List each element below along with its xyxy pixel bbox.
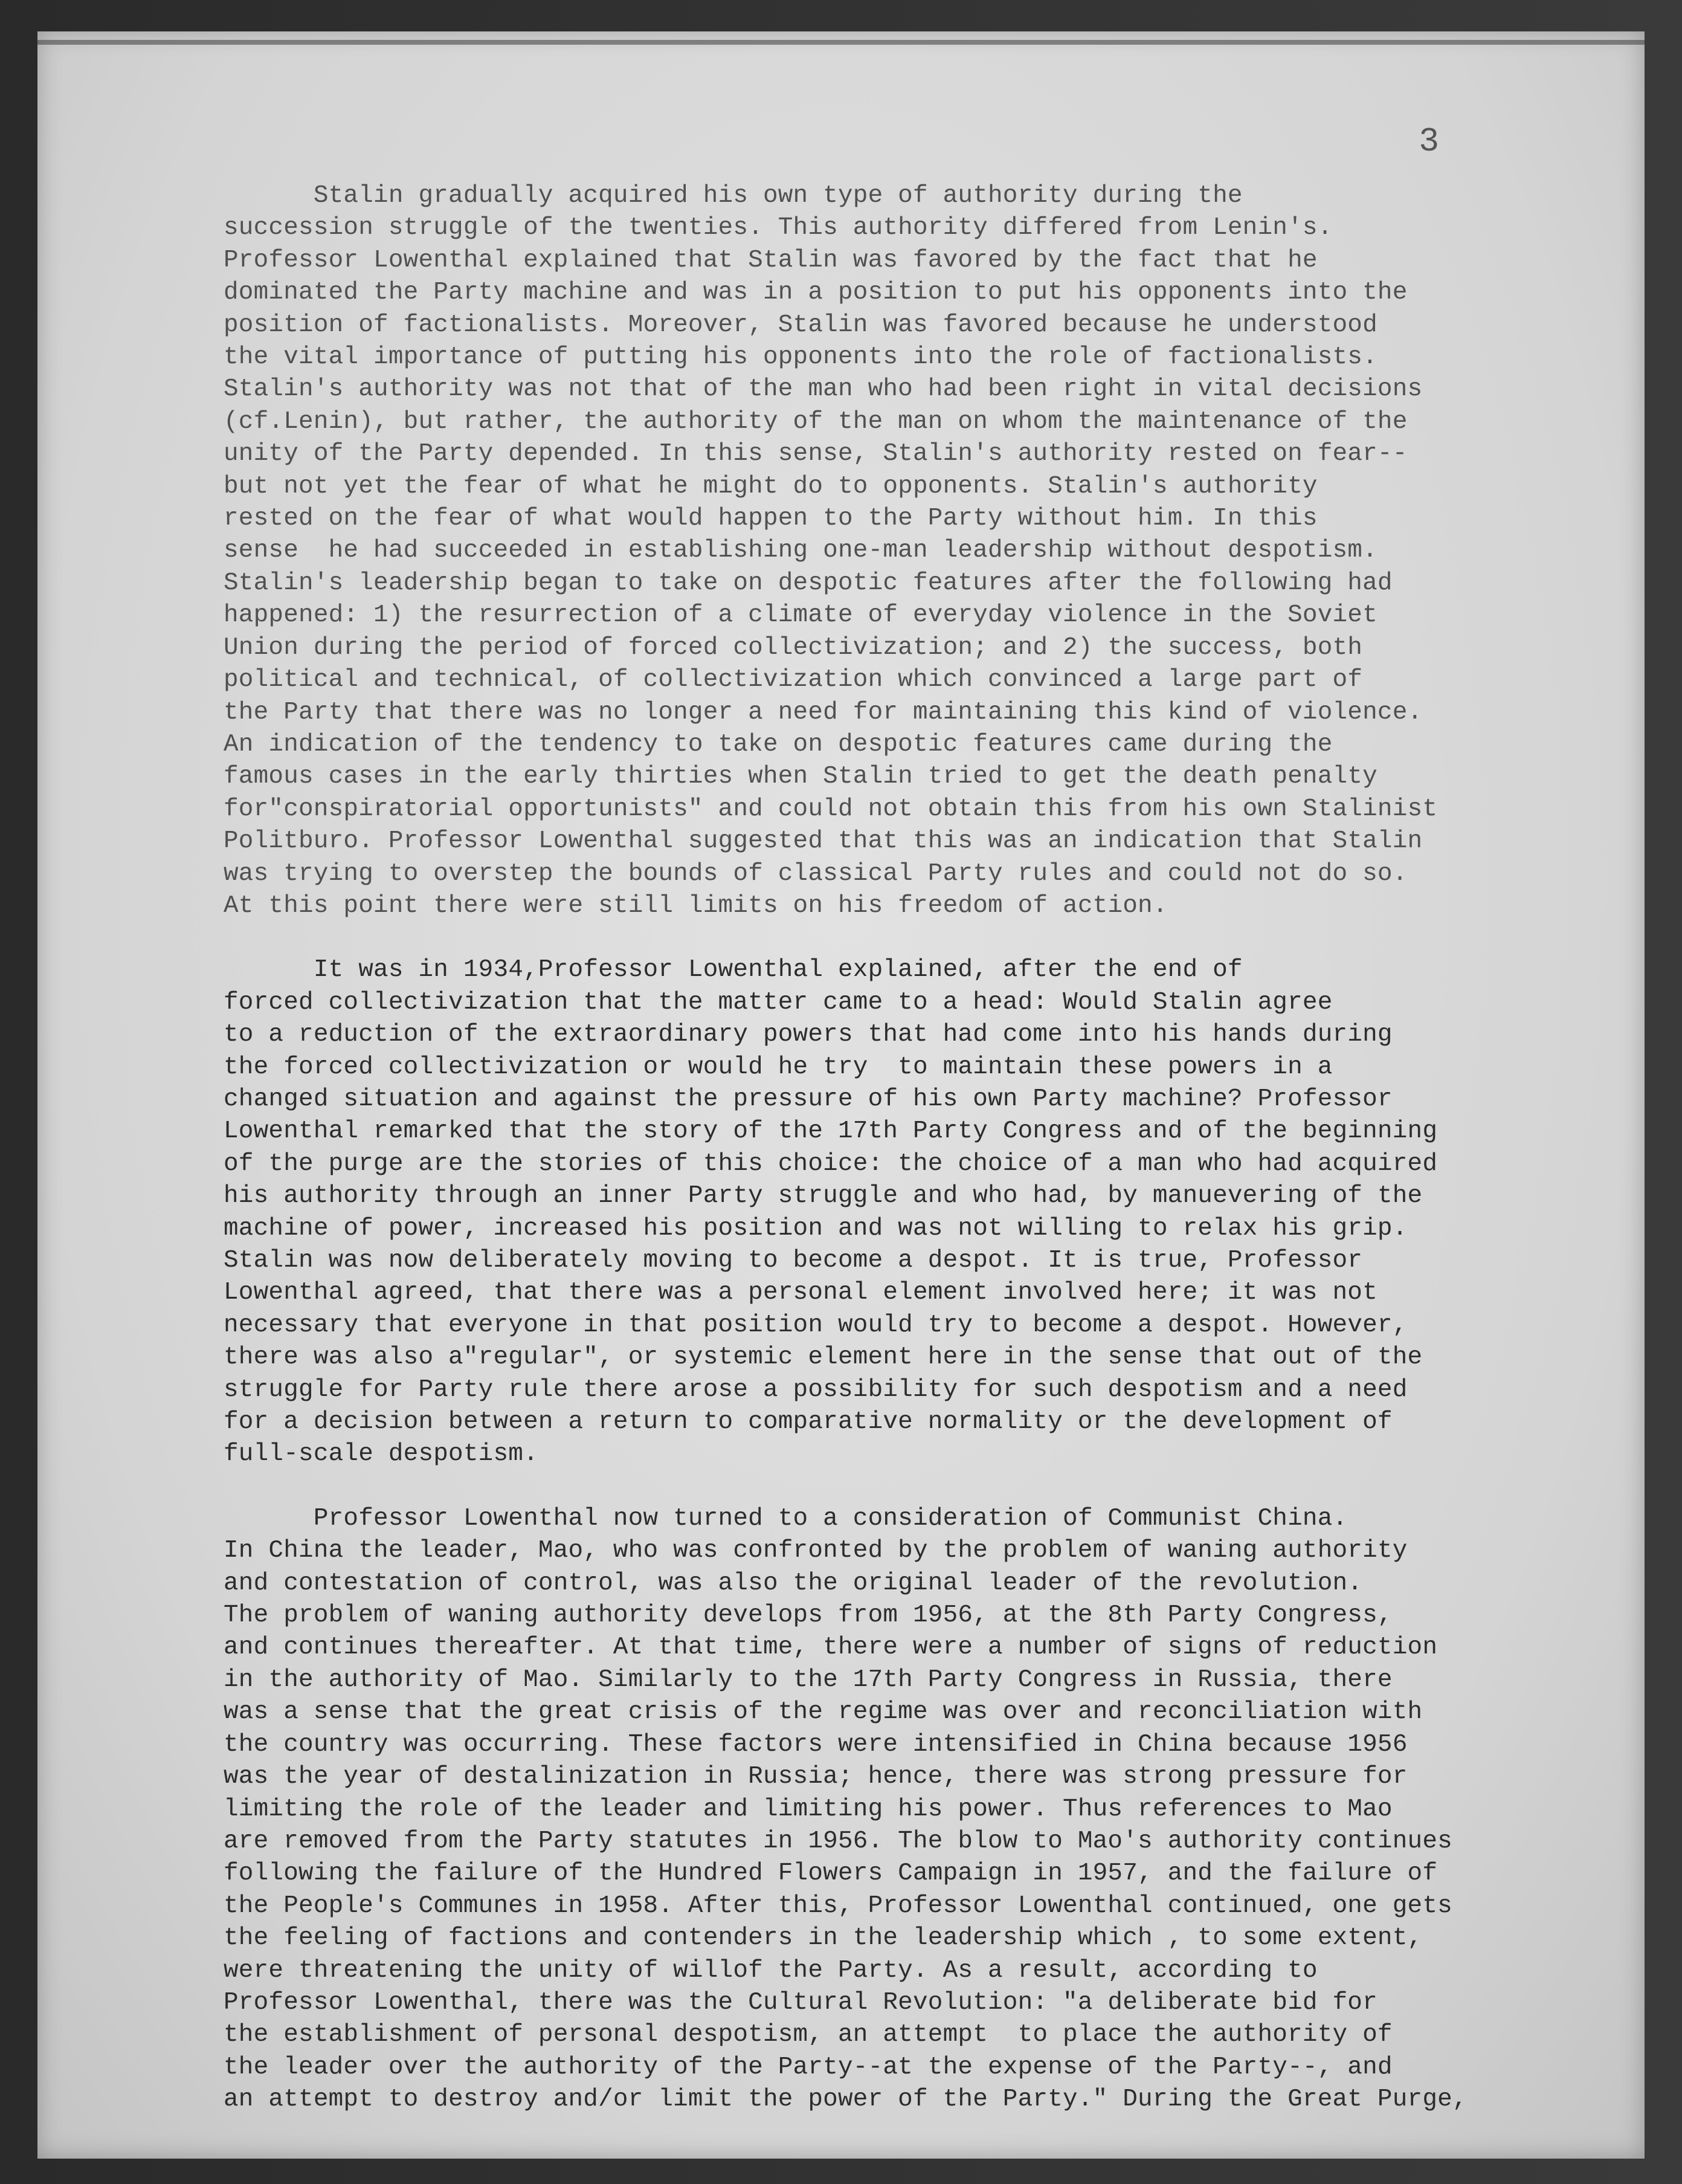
text-line: famous cases in the early thirties when Stalin tried to get the death penalty [224,763,1378,791]
text-line: full-scale despotism. [224,1440,538,1468]
text-line: the leader over the authority of the Party--at the expense of the Party--, and [224,2053,1393,2081]
text-line: was a sense that the great crisis of the regime was over and reconciliation with [224,1698,1423,1727]
text-line: forced collectivization that the matter came to a head: Would Stalin agree [224,988,1333,1016]
text-line: rested on the fear of what would happen to the Party without him. In this [224,505,1318,533]
text-line: are removed from the Party statutes in 1956. The blow to Mao's authority continues [224,1827,1452,1855]
text-line: and contestation of control, was also the original leader of the revolution. [224,1569,1363,1597]
text-line: sense he had succeeded in establishing one-man leadership without despotism. [224,537,1378,565]
page-number: 3 [1419,122,1439,161]
text-line: An indication of the tendency to take on despotic features came during the [224,730,1333,758]
text-line: Professor Lowenthal now turned to a consideration of Communist China. [224,1504,1348,1533]
text-line: the feeling of factions and contenders in the leadership which , to some extent, [224,1924,1423,1953]
text-line: unity of the Party depended. In this sense, Stalin's authority rested on fear-- [224,440,1408,468]
text-line: an attempt to destroy and/or limit the power of the Party." During the Great Purge, [224,2085,1468,2114]
text-line: Stalin's leadership began to take on despotic features after the following had [224,569,1393,597]
paragraph-stalin-authority [224,180,1577,922]
text-line: and continues thereafter. At that time, there were a number of signs of reduction [224,1633,1438,1662]
text-line: the People's Communes in 1958. After this, Professor Lowenthal continued, one gets [224,1892,1452,1920]
text-line: necessary that everyone in that position would try to become a despot. However, [224,1311,1408,1339]
text-line: his authority through an inner Party struggle and who had, by manuevering of the [224,1182,1423,1210]
text-line: position of factionalists. Moreover, Stalin was favored because he understood [224,311,1378,339]
text-line: was the year of destalinization in Russia; hence, there was strong pressure for [224,1763,1408,1791]
text-line: were threatening the unity of willof the Party. As a result, according to [224,1956,1318,1985]
text-line: there was also a"regular", or systemic element here in the sense that out of the [224,1343,1423,1372]
text-line: of the purge are the stories of this choice: the choice of a man who had acquired [224,1149,1438,1178]
paragraph-communist-china [224,1503,1577,2116]
text-line: Stalin's authority was not that of the man who had been right in vital decisions [224,375,1423,404]
text-line: machine of power, increased his position and was not willing to relax his grip. [224,1214,1408,1242]
text-line: Stalin gradually acquired his own type of authority during the [224,182,1243,210]
text-line: Union during the period of forced collectivization; and 2) the success, both [224,633,1363,662]
text-line: dominated the Party machine and was in a position to put his opponents into the [224,279,1408,307]
text-line: the establishment of personal despotism, an attempt to place the authority of [224,2021,1393,2049]
text-line: Stalin was now deliberately moving to become a despot. It is true, Professor [224,1247,1363,1275]
text-line: succession struggle of the twenties. This authority differed from Lenin's. [224,214,1333,242]
text-line: It was in 1934,Professor Lowenthal explained, after the end of [224,956,1243,984]
text-line: in the authority of Mao. Similarly to the 17th Party Congress in Russia, there [224,1665,1393,1694]
text-line: was trying to overstep the bounds of classical Party rules and could not do so. [224,859,1408,888]
text-line: (cf.Lenin), but rather, the authority of the man on whom the maintenance of the [224,407,1408,436]
text-line: Professor Lowenthal, there was the Cultural Revolution: "a deliberate bid for [224,1988,1378,2017]
text-line: for"conspiratorial opportunists" and could not obtain this from his own Stalinist [224,795,1438,823]
text-line: the country was occurring. These factors were intensified in China because 1956 [224,1730,1408,1759]
paragraph-1934-choice [224,954,1577,1471]
typewritten-page [37,31,1645,2159]
text-line: to a reduction of the extraordinary powers that had come into his hands during [224,1021,1393,1049]
text-line: but not yet the fear of what he might do to opponents. Stalin's authority [224,472,1318,500]
text-line: the vital importance of putting his opponents into the role of factionalists. [224,343,1378,372]
text-line: following the failure of the Hundred Flowers Campaign in 1957, and the failure of [224,1859,1438,1888]
text-line: happened: 1) the resurrection of a climate of everyday violence in the Soviet [224,601,1378,630]
text-line: The problem of waning authority develops from 1956, at the 8th Party Congress, [224,1601,1393,1630]
text-line: At this point there were still limits on his freedom of action. [224,891,1168,920]
text-line: political and technical, of collectivization which convinced a large part of [224,666,1363,694]
text-line: Lowenthal remarked that the story of the 17th Party Congress and of the beginning [224,1117,1438,1146]
text-line: Lowenthal agreed, that there was a personal element involved here; it was not [224,1279,1378,1307]
text-line: struggle for Party rule there arose a possibility for such despotism and a need [224,1375,1408,1404]
text-line: for a decision between a return to comparative normality or the development of [224,1408,1393,1436]
text-line: limiting the role of the leader and limiting his power. Thus references to Mao [224,1795,1393,1823]
text-line: changed situation and against the pressure of his own Party machine? Professor [224,1085,1393,1113]
document-body [224,180,1577,2148]
page-top-edge [37,40,1645,45]
text-line: the Party that there was no longer a need for maintaining this kind of violence. [224,698,1423,726]
text-line: the forced collectivization or would he try to maintain these powers in a [224,1053,1333,1081]
text-line: Politburo. Professor Lowenthal suggested that this was an indication that Stalin [224,827,1423,856]
text-line: Professor Lowenthal explained that Stalin was favored by the fact that he [224,246,1318,274]
text-line: In China the leader, Mao, who was confronted by the problem of waning authority [224,1537,1408,1565]
